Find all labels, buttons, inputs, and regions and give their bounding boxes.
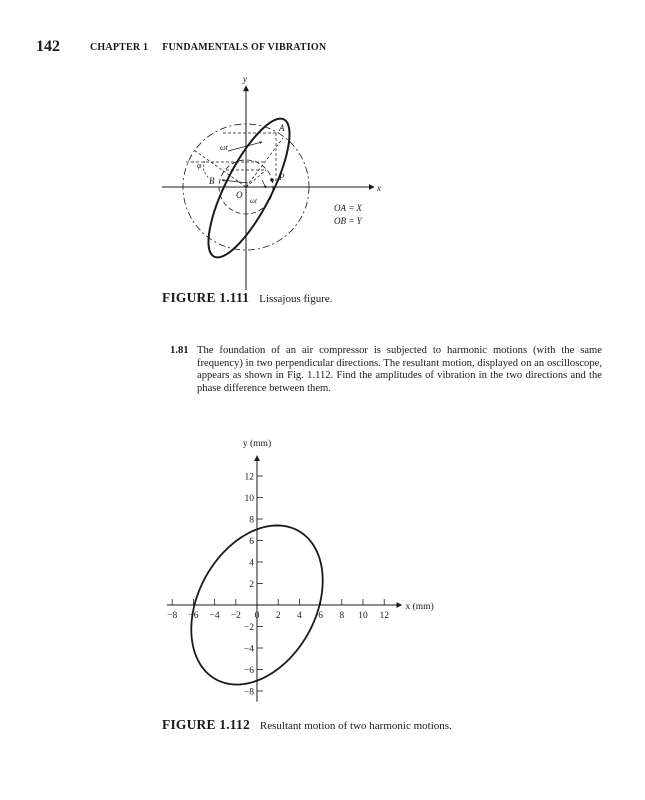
- label-b: B: [209, 176, 215, 186]
- y-tick-label: 10: [244, 494, 254, 504]
- page-number: 142: [36, 38, 60, 55]
- problem-text: The foundation of an air compressor is subjected to harmonic motions (with the same frequency) in two perpendicular directions. The resultant motion, displayed on an oscilloscope, appears as shown in Fig. 1.112. Find the amplitudes of vibration in the two directions and the phase difference between them.: [197, 345, 602, 394]
- equation-oa: OA = X: [334, 203, 362, 213]
- x-tick-label: −8: [167, 611, 178, 621]
- x-tick-label: −6: [188, 611, 199, 621]
- x-tick-label: 8: [339, 611, 345, 621]
- x-tick-label: 4: [297, 611, 302, 621]
- x-tick-label: 6: [318, 611, 323, 621]
- figure-111-caption: [162, 290, 333, 306]
- fig111-x-label: x: [377, 183, 381, 193]
- label-phi: φ: [197, 161, 202, 170]
- y-tick-label: −4: [243, 644, 254, 655]
- radius-line-b: [194, 150, 246, 187]
- x-tick-label: 12: [379, 611, 389, 621]
- y-tick-label: 2: [249, 580, 254, 590]
- label-p: P: [279, 172, 285, 182]
- figure-111-caption-text: Lissajous figure.: [259, 293, 333, 305]
- x-tick-label: −2: [230, 611, 241, 621]
- problem-1-81: [170, 345, 602, 395]
- label-omega-t-lower: ωt: [250, 197, 257, 205]
- problem-number: 1.81: [170, 345, 189, 356]
- radius-line-p: [246, 170, 266, 187]
- fig112-y-axis-label: y (mm): [242, 438, 272, 449]
- label-omega-t-upper: ωt: [220, 143, 228, 152]
- figure-112-caption-text: Resultant motion of two harmonic motions.: [259, 720, 452, 732]
- label-o: O: [236, 190, 243, 200]
- equation-ob: OB = Y: [334, 216, 362, 226]
- x-tick-label: 0: [254, 611, 260, 621]
- point-p-marker: [270, 178, 274, 182]
- x-tick-label: 10: [358, 611, 368, 621]
- chapter-title: FUNDAMENTALS OF VIBRATION: [162, 42, 327, 53]
- y-tick-label: −6: [243, 666, 254, 676]
- figure-111-diagram: [0, 0, 645, 290]
- figure-111-caption-label: FIGURE 1.111: [162, 290, 250, 305]
- figure-112-chart: [0, 430, 645, 710]
- fig112-x-axis-label: x (mm): [405, 602, 434, 612]
- y-tick-label: −2: [243, 623, 254, 633]
- y-tick-label: 6: [249, 537, 254, 547]
- x-tick-label: −4: [209, 611, 220, 621]
- label-a: A: [279, 123, 285, 133]
- y-tick-label: 4: [249, 558, 254, 569]
- y-tick-label: 12: [244, 472, 254, 483]
- x-tick-label: 2: [275, 611, 281, 621]
- y-tick-label: 8: [249, 515, 254, 526]
- figure-112-caption-label: FIGURE 1.112: [162, 717, 250, 732]
- chapter-label: CHAPTER 1: [90, 42, 149, 53]
- y-tick-label: −8: [243, 687, 254, 698]
- fig111-y-label: y: [243, 74, 247, 84]
- figure-112-caption: [162, 717, 452, 733]
